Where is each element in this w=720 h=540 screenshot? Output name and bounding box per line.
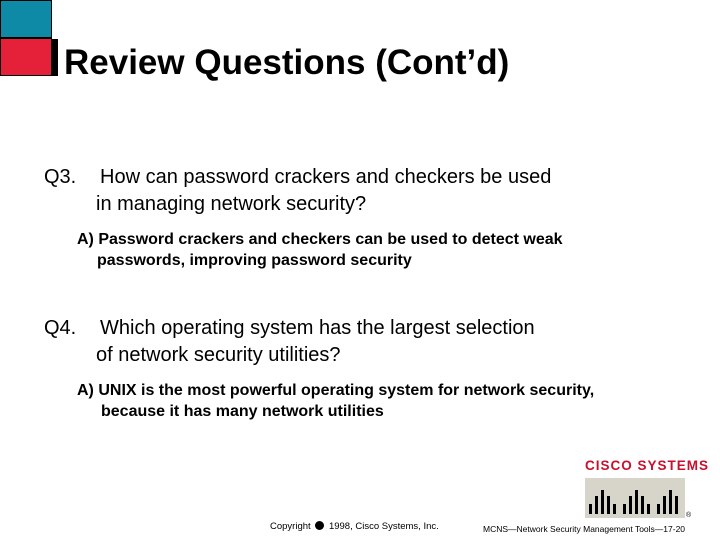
- course-footer: MCNS—Network Security Management Tools—17-20: [483, 524, 686, 534]
- answer-line: A) UNIX is the most powerful operating system for network security,: [77, 382, 595, 399]
- accent-square-red: [0, 38, 52, 76]
- question-line: of network security utilities?: [96, 344, 341, 366]
- title-rule: [52, 39, 58, 76]
- answer-line: passwords, improving password security: [97, 252, 412, 269]
- cisco-logo: [585, 458, 710, 520]
- accent-square-teal: [0, 0, 52, 38]
- question-line: How can password crackers and checkers be used: [100, 166, 552, 188]
- question-3: [44, 164, 551, 218]
- question-number: Q4.: [44, 317, 77, 339]
- answer-3: [77, 229, 563, 271]
- logo-bridge-box: [585, 478, 685, 518]
- question-line: Which operating system has the largest selection: [100, 317, 535, 339]
- bullet-icon: [315, 521, 324, 530]
- answer-line: because it has many network utilities: [101, 403, 384, 420]
- bridge-icon: [585, 478, 685, 518]
- question-line: in managing network security?: [96, 193, 367, 215]
- answer-4: [77, 380, 594, 422]
- copyright-text: 1998, Cisco Systems, Inc.: [328, 521, 439, 532]
- logo-wordmark: CISCO SYSTEMS: [585, 458, 710, 473]
- copyright: [270, 521, 439, 532]
- page-title: Review Questions (Cont’d): [64, 43, 510, 82]
- question-4: [44, 315, 535, 369]
- answer-line: A) Password crackers and checkers can be used to detect weak: [77, 231, 563, 248]
- registered-mark: ®: [686, 512, 692, 519]
- copyright-prefix: Copyright: [270, 521, 311, 532]
- question-number: Q3.: [44, 166, 77, 188]
